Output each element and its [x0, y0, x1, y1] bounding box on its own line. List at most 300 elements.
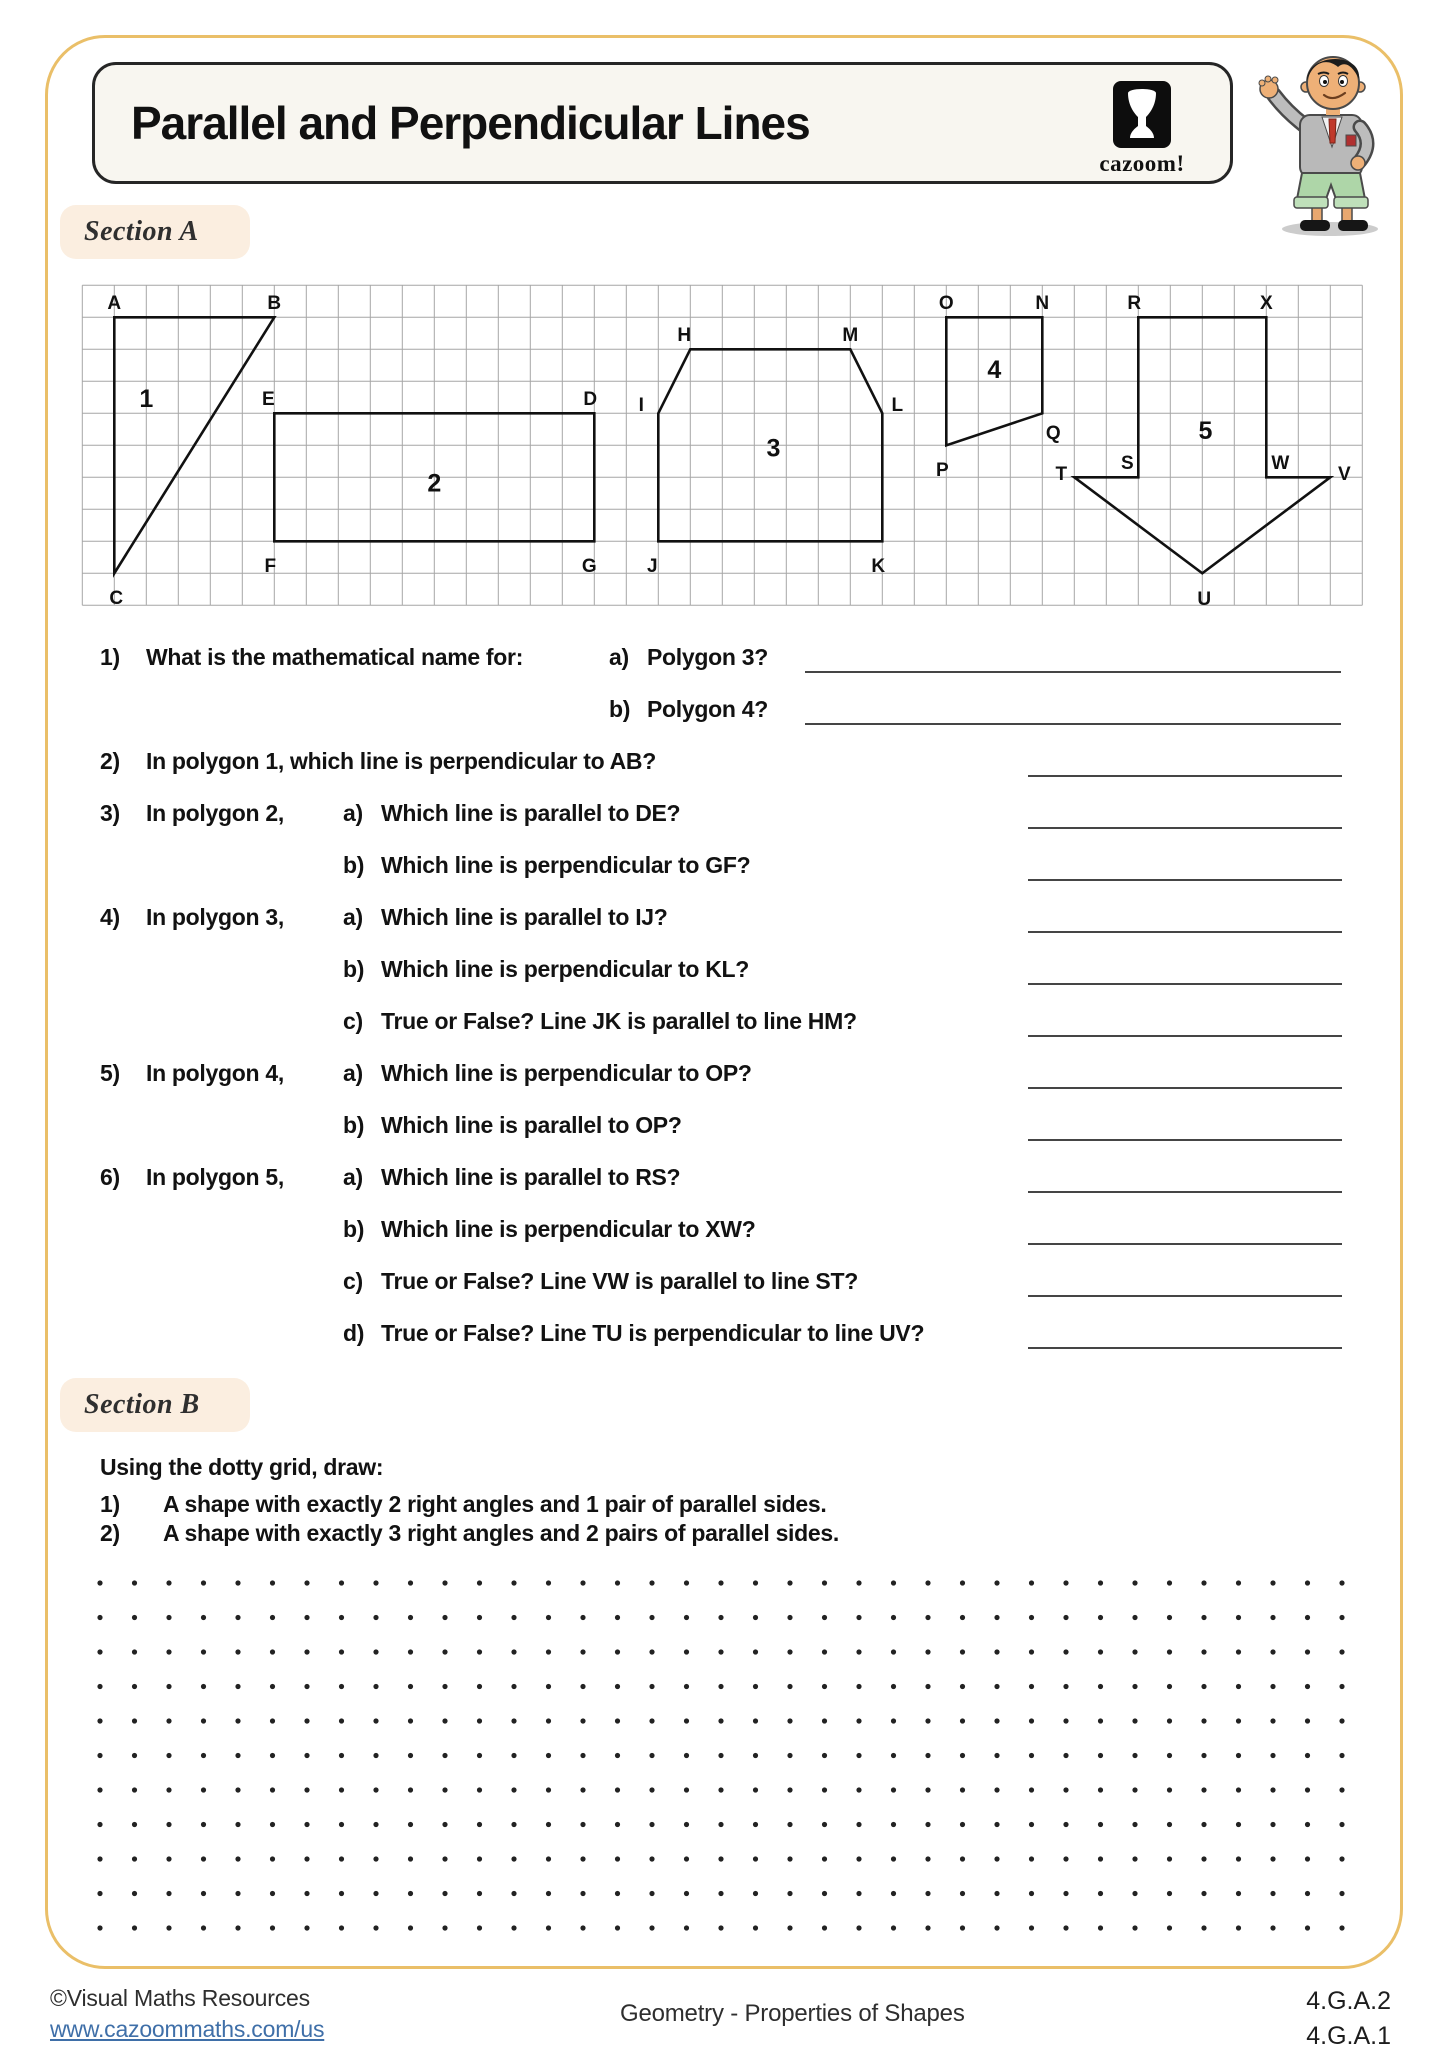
grid-dot: [649, 1925, 654, 1930]
grid-dot: [580, 1615, 585, 1620]
vertex-label-V: V: [1337, 463, 1351, 485]
grid-dot: [1201, 1615, 1206, 1620]
grid-dot: [304, 1822, 309, 1827]
grid-dot: [201, 1684, 206, 1689]
grid-dot: [373, 1753, 378, 1758]
answer-line: [805, 723, 1341, 725]
grid-dot: [97, 1718, 102, 1723]
vertex-label-N: N: [1035, 292, 1050, 314]
grid-dot: [546, 1649, 551, 1654]
grid-dot: [994, 1787, 999, 1792]
grid-dot: [615, 1649, 620, 1654]
grid-dot: [373, 1580, 378, 1585]
question-subletter: b): [609, 696, 631, 722]
grid-dot: [1098, 1718, 1103, 1723]
answer-line: [1028, 1295, 1342, 1297]
grid-dot: [477, 1822, 482, 1827]
question-number: 5): [100, 1060, 120, 1086]
grid-dot: [649, 1822, 654, 1827]
answer-line: [1028, 827, 1342, 829]
grid-dot: [1270, 1649, 1275, 1654]
grid-dot: [546, 1580, 551, 1585]
grid-dot: [304, 1718, 309, 1723]
grid-dot: [615, 1684, 620, 1689]
vertex-label-L: L: [891, 394, 904, 416]
grid-dot: [1098, 1891, 1103, 1896]
grid-dot: [1098, 1822, 1103, 1827]
grid-dot: [270, 1787, 275, 1792]
grid-dot: [1132, 1718, 1137, 1723]
cazoom-drum-icon: [1113, 81, 1171, 148]
grid-dot: [1167, 1787, 1172, 1792]
grid-dot: [1339, 1649, 1344, 1654]
grid-dot: [408, 1925, 413, 1930]
grid-dot: [960, 1925, 965, 1930]
polygon-grid: [75, 280, 1370, 613]
grid-dot: [580, 1649, 585, 1654]
grid-dot: [1305, 1925, 1310, 1930]
answer-line: [1028, 1191, 1342, 1193]
grid-dot: [1132, 1891, 1137, 1896]
grid-dot: [1305, 1684, 1310, 1689]
grid-dot: [718, 1891, 723, 1896]
question-text: In polygon 4,: [146, 1060, 284, 1086]
question-number: 4): [100, 904, 120, 930]
grid-dot: [546, 1822, 551, 1827]
grid-dot: [304, 1684, 309, 1689]
grid-dot: [1201, 1718, 1206, 1723]
grid-dot: [304, 1649, 309, 1654]
vertex-label-B: B: [267, 292, 282, 314]
answer-line: [1028, 1035, 1342, 1037]
polygon-number-5: 5: [1198, 416, 1213, 445]
grid-dot: [1236, 1615, 1241, 1620]
vertex-label-M: M: [842, 324, 859, 346]
grid-dot: [925, 1822, 930, 1827]
grid-dot: [373, 1718, 378, 1723]
grid-dot: [1201, 1684, 1206, 1689]
grid-dot: [960, 1684, 965, 1689]
grid-dot: [1270, 1787, 1275, 1792]
grid-dot: [684, 1649, 689, 1654]
grid-dot: [753, 1753, 758, 1758]
grid-dot: [1270, 1718, 1275, 1723]
vertex-label-F: F: [264, 555, 277, 577]
grid-dot: [787, 1753, 792, 1758]
grid-dot: [235, 1615, 240, 1620]
polygon-number-3: 3: [766, 434, 781, 463]
grid-dot: [373, 1787, 378, 1792]
grid-dot: [994, 1615, 999, 1620]
grid-dot: [1236, 1753, 1241, 1758]
question-subtext: Which line is parallel to RS?: [381, 1164, 681, 1190]
grid-dot: [304, 1891, 309, 1896]
grid-dot: [270, 1684, 275, 1689]
grid-dot: [649, 1891, 654, 1896]
section-b-item-text: A shape with exactly 3 right angles and 2 pairs of parallel sides.: [163, 1520, 839, 1546]
question-subtext: Which line is perpendicular to KL?: [381, 956, 750, 982]
grid-dot: [649, 1787, 654, 1792]
grid-dot: [1339, 1753, 1344, 1758]
answer-line: [1028, 1347, 1342, 1349]
grid-dot: [477, 1856, 482, 1861]
grid-dot: [511, 1891, 516, 1896]
grid-dot: [1167, 1649, 1172, 1654]
grid-dot: [1167, 1891, 1172, 1896]
grid-dot: [1063, 1684, 1068, 1689]
grid-dot: [1201, 1580, 1206, 1585]
grid-dot: [132, 1615, 137, 1620]
grid-dot: [1305, 1822, 1310, 1827]
grid-dot: [1339, 1718, 1344, 1723]
grid-dot: [235, 1787, 240, 1792]
grid-dot: [1029, 1787, 1034, 1792]
grid-dot: [97, 1753, 102, 1758]
grid-dot: [442, 1856, 447, 1861]
section-b-item-number: 2): [100, 1520, 120, 1546]
question-subtext: True or False? Line VW is parallel to line ST?: [381, 1268, 858, 1294]
grid-dot: [994, 1891, 999, 1896]
grid-dot: [166, 1822, 171, 1827]
grid-dot: [1167, 1822, 1172, 1827]
question-subletter: a): [343, 904, 363, 930]
grid-dot: [960, 1753, 965, 1758]
grid-dot: [270, 1649, 275, 1654]
cazoom-logo: [1082, 81, 1202, 177]
grid-dot: [1063, 1856, 1068, 1861]
question-subtext: Which line is parallel to IJ?: [381, 904, 668, 930]
grid-dot: [1063, 1787, 1068, 1792]
footer-website-link[interactable]: www.cazoommaths.com/us: [50, 2016, 325, 2042]
grid-dot: [891, 1787, 896, 1792]
grid-dot: [994, 1925, 999, 1930]
grid-dot: [442, 1649, 447, 1654]
grid-dot: [1167, 1718, 1172, 1723]
grid-dot: [270, 1718, 275, 1723]
grid-dot: [1236, 1649, 1241, 1654]
grid-dot: [615, 1856, 620, 1861]
grid-dot: [718, 1856, 723, 1861]
grid-dot: [856, 1718, 861, 1723]
grid-dot: [1098, 1684, 1103, 1689]
grid-dot: [1132, 1822, 1137, 1827]
grid-dot: [856, 1891, 861, 1896]
grid-dot: [994, 1856, 999, 1861]
grid-dot: [1305, 1856, 1310, 1861]
grid-dot: [1029, 1753, 1034, 1758]
grid-dot: [1201, 1787, 1206, 1792]
grid-dot: [304, 1787, 309, 1792]
grid-dot: [270, 1925, 275, 1930]
grid-dot: [649, 1856, 654, 1861]
grid-dot: [408, 1615, 413, 1620]
grid-dot: [649, 1615, 654, 1620]
grid-dot: [97, 1649, 102, 1654]
grid-dot: [1029, 1925, 1034, 1930]
grid-dot: [270, 1615, 275, 1620]
grid-dot: [580, 1891, 585, 1896]
grid-dot: [580, 1822, 585, 1827]
grid-dot: [822, 1718, 827, 1723]
grid-dot: [442, 1787, 447, 1792]
grid-dot: [1236, 1580, 1241, 1585]
grid-dot: [408, 1718, 413, 1723]
grid-dot: [1305, 1580, 1310, 1585]
grid-dot: [166, 1753, 171, 1758]
grid-dot: [339, 1718, 344, 1723]
grid-dot: [97, 1925, 102, 1930]
grid-dot: [1270, 1925, 1275, 1930]
grid-dot: [822, 1649, 827, 1654]
grid-dot: [1270, 1615, 1275, 1620]
grid-dot: [925, 1891, 930, 1896]
grid-dot: [304, 1615, 309, 1620]
grid-dot: [925, 1649, 930, 1654]
grid-dot: [787, 1787, 792, 1792]
grid-dot: [856, 1684, 861, 1689]
grid-dot: [1236, 1925, 1241, 1930]
question-number: 3): [100, 800, 120, 826]
question-text: In polygon 3,: [146, 904, 284, 930]
grid-dot: [546, 1925, 551, 1930]
vertex-label-X: X: [1259, 292, 1273, 314]
vertex-label-P: P: [935, 459, 949, 481]
vertex-label-Q: Q: [1045, 422, 1061, 444]
grid-dot: [1236, 1856, 1241, 1861]
grid-dot: [891, 1649, 896, 1654]
grid-dot: [822, 1580, 827, 1585]
question-subtext: Polygon 4?: [647, 696, 768, 722]
grid-dot: [856, 1787, 861, 1792]
grid-dot: [649, 1753, 654, 1758]
polygon-number-1: 1: [139, 384, 154, 413]
grid-dot: [718, 1718, 723, 1723]
grid-dot: [856, 1649, 861, 1654]
grid-dot: [1063, 1615, 1068, 1620]
section-b-item-number: 1): [100, 1491, 120, 1517]
grid-dot: [822, 1753, 827, 1758]
cazoom-logo-text: cazoom!: [1099, 151, 1185, 176]
grid-dot: [649, 1649, 654, 1654]
question-subletter: a): [343, 1060, 363, 1086]
answer-line: [1028, 931, 1342, 933]
grid-dot: [684, 1822, 689, 1827]
grid-dot: [891, 1753, 896, 1758]
grid-dot: [1167, 1925, 1172, 1930]
grid-dot: [649, 1718, 654, 1723]
grid-dot: [1029, 1615, 1034, 1620]
polygon-number-2: 2: [427, 469, 442, 498]
grid-dot: [339, 1787, 344, 1792]
vertex-label-J: J: [647, 555, 658, 577]
grid-dot: [442, 1925, 447, 1930]
grid-dot: [580, 1580, 585, 1585]
grid-dot: [408, 1891, 413, 1896]
grid-dot: [822, 1822, 827, 1827]
grid-dot: [994, 1822, 999, 1827]
answer-line: [1028, 983, 1342, 985]
grid-dot: [684, 1787, 689, 1792]
grid-dot: [925, 1787, 930, 1792]
grid-dot: [373, 1684, 378, 1689]
grid-dot: [856, 1925, 861, 1930]
grid-dot: [787, 1615, 792, 1620]
grid-dot: [201, 1891, 206, 1896]
grid-dot: [132, 1856, 137, 1861]
section-b-tag: [60, 1378, 250, 1432]
grid-dot: [270, 1856, 275, 1861]
question-subtext: Which line is perpendicular to OP?: [381, 1060, 752, 1086]
grid-dot: [718, 1649, 723, 1654]
question-subletter: b): [343, 1216, 365, 1242]
grid-dot: [442, 1580, 447, 1585]
question-number: 1): [100, 644, 120, 670]
grid-dot: [787, 1684, 792, 1689]
grid-dot: [1270, 1891, 1275, 1896]
grid-dot: [235, 1856, 240, 1861]
vertex-label-U: U: [1197, 588, 1212, 610]
grid-dot: [235, 1925, 240, 1930]
vertex-label-S: S: [1120, 452, 1134, 474]
grid-dot: [1132, 1649, 1137, 1654]
grid-dot: [546, 1684, 551, 1689]
grid-dot: [270, 1580, 275, 1585]
answer-line: [1028, 1139, 1342, 1141]
grid-dot: [201, 1822, 206, 1827]
grid-dot: [132, 1822, 137, 1827]
grid-dot: [753, 1787, 758, 1792]
question-subletter: b): [343, 956, 365, 982]
grid-dot: [1063, 1649, 1068, 1654]
question-subtext: Which line is parallel to DE?: [381, 800, 681, 826]
grid-dot: [1201, 1649, 1206, 1654]
grid-dot: [166, 1925, 171, 1930]
grid-dot: [235, 1718, 240, 1723]
grid-dot: [718, 1753, 723, 1758]
grid-dot: [1305, 1649, 1310, 1654]
grid-dot: [1236, 1822, 1241, 1827]
grid-dot: [649, 1684, 654, 1689]
grid-dot: [960, 1615, 965, 1620]
grid-dot: [580, 1787, 585, 1792]
grid-dot: [615, 1787, 620, 1792]
grid-dot: [615, 1822, 620, 1827]
grid-dot: [408, 1856, 413, 1861]
vertex-label-A: A: [107, 292, 122, 314]
grid-dot: [960, 1718, 965, 1723]
grid-dot: [891, 1718, 896, 1723]
grid-dot: [684, 1580, 689, 1585]
grid-dot: [580, 1684, 585, 1689]
grid-dot: [201, 1856, 206, 1861]
grid-dot: [753, 1925, 758, 1930]
grid-dot: [580, 1753, 585, 1758]
grid-dot: [1029, 1684, 1034, 1689]
grid-dot: [822, 1856, 827, 1861]
grid-dot: [304, 1925, 309, 1930]
grid-dot: [1339, 1787, 1344, 1792]
grid-dot: [718, 1684, 723, 1689]
grid-dot: [1167, 1580, 1172, 1585]
grid-dot: [1029, 1822, 1034, 1827]
grid-dot: [822, 1615, 827, 1620]
page-title: Parallel and Perpendicular Lines: [131, 97, 810, 149]
grid-dot: [1270, 1856, 1275, 1861]
grid-dot: [1270, 1822, 1275, 1827]
grid-dot: [1029, 1649, 1034, 1654]
grid-dot: [787, 1856, 792, 1861]
question-subtext: Polygon 3?: [647, 644, 768, 670]
grid-dot: [373, 1891, 378, 1896]
grid-dot: [1167, 1753, 1172, 1758]
grid-dot: [1167, 1684, 1172, 1689]
grid-dot: [856, 1856, 861, 1861]
grid-dot: [787, 1891, 792, 1896]
grid-dot: [1063, 1580, 1068, 1585]
grid-dot: [1305, 1891, 1310, 1896]
grid-dot: [477, 1649, 482, 1654]
vertex-label-W: W: [1271, 452, 1290, 474]
grid-dot: [166, 1891, 171, 1896]
question-subtext: Which line is parallel to OP?: [381, 1112, 682, 1138]
grid-dot: [477, 1787, 482, 1792]
answer-line: [1028, 1087, 1342, 1089]
grid-dot: [97, 1787, 102, 1792]
grid-dot: [684, 1718, 689, 1723]
grid-dot: [994, 1580, 999, 1585]
grid-dot: [994, 1753, 999, 1758]
grid-dot: [684, 1925, 689, 1930]
question-subletter: b): [343, 852, 365, 878]
grid-dot: [201, 1580, 206, 1585]
grid-dot: [1167, 1615, 1172, 1620]
standards-codes: [1306, 1984, 1391, 2048]
grid-dot: [166, 1856, 171, 1861]
footer-copyright: ©Visual Maths Resources: [50, 1985, 310, 2011]
question-subletter: a): [343, 800, 363, 826]
grid-dot: [960, 1822, 965, 1827]
grid-dot: [511, 1822, 516, 1827]
grid-dot: [684, 1753, 689, 1758]
grid-dot: [925, 1925, 930, 1930]
grid-dot: [1339, 1856, 1344, 1861]
grid-dot: [856, 1615, 861, 1620]
grid-dot: [1339, 1822, 1344, 1827]
grid-dot: [304, 1856, 309, 1861]
grid-dot: [1201, 1925, 1206, 1930]
grid-dot: [787, 1649, 792, 1654]
grid-dot: [1029, 1856, 1034, 1861]
grid-dot: [132, 1580, 137, 1585]
question-number: 6): [100, 1164, 120, 1190]
question-subletter: c): [343, 1008, 363, 1034]
vertex-label-G: G: [581, 555, 597, 577]
grid-dot: [994, 1684, 999, 1689]
grid-dot: [753, 1822, 758, 1827]
grid-dot: [477, 1925, 482, 1930]
grid-dot: [822, 1925, 827, 1930]
grid-dot: [787, 1718, 792, 1723]
grid-dot: [753, 1615, 758, 1620]
grid-dot: [373, 1615, 378, 1620]
grid-dot: [373, 1822, 378, 1827]
grid-dot: [97, 1891, 102, 1896]
grid-dot: [615, 1718, 620, 1723]
vertex-label-O: O: [938, 292, 954, 314]
grid-dot: [235, 1580, 240, 1585]
grid-dot: [1201, 1822, 1206, 1827]
grid-dot: [1270, 1753, 1275, 1758]
